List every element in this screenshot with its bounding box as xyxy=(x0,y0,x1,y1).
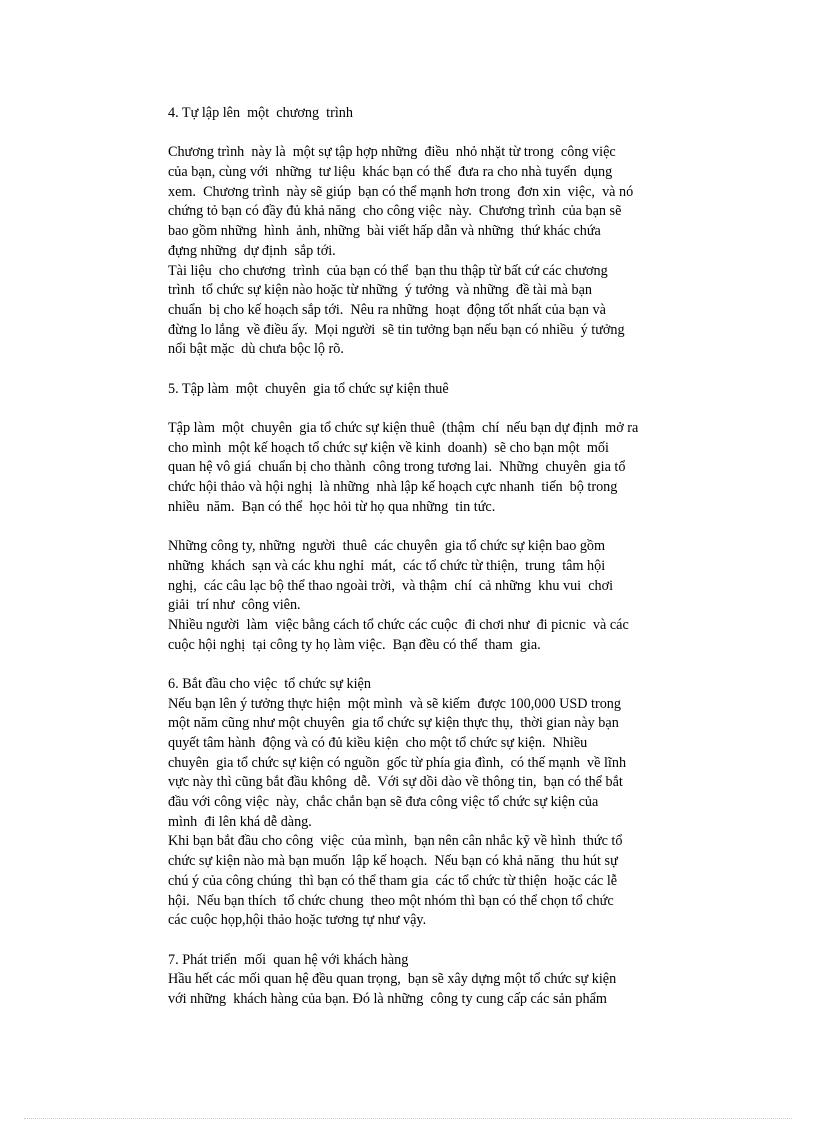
text-line: xem. Chương trình này sẽ giúp bạn có thể mạnh hơn trong đơn xin việc, và nó xyxy=(168,183,634,200)
blank-line xyxy=(168,124,674,144)
text-line: nhiều năm. Bạn có thể học hỏi từ họ qua những tin tức. xyxy=(168,498,496,515)
paragraph xyxy=(168,970,674,1009)
section xyxy=(168,675,674,931)
text-line: chuyên gia tổ chức sự kiện có nguồn gốc từ phía gia đình, có thế mạnh về lĩnh xyxy=(168,754,627,771)
text-line: một năm cũng như một chuyên gia tổ chức sự kiện thực thụ, thời gian này bạn xyxy=(168,715,619,732)
text-line: mình đi lên khá dễ dàng. xyxy=(168,813,312,830)
paragraph xyxy=(168,695,674,931)
text-line: Hầu hết các mối quan hệ đều quan trọng, bạn sẽ xây dựng một tổ chức sự kiện xyxy=(168,971,617,988)
page-bottom-divider xyxy=(24,1118,792,1119)
blank-line xyxy=(168,655,674,675)
blank-line xyxy=(168,517,674,537)
section-heading: 6. Bắt đầu cho việc tổ chức sự kiện xyxy=(168,675,371,692)
text-line: Nhiều người làm việc bằng cách tổ chức các cuộc đi chơi như đi picnic và các xyxy=(168,616,629,633)
text-line: cuộc hội nghị tại công ty họ làm việc. Bạn đều có thể tham gia. xyxy=(168,636,541,653)
section xyxy=(168,380,674,656)
text-line: Chương trình này là một sự tập hợp những điều nhỏ nhặt từ trong công việc xyxy=(168,144,616,161)
text-line: chứng tỏ bạn có đầy đủ khả năng cho công việc này. Chương trình của bạn sẽ xyxy=(168,203,622,220)
blank-line xyxy=(168,360,674,380)
text-line: hội. Nếu bạn thích tổ chức chung theo một nhóm thì bạn có thể chọn tổ chức xyxy=(168,892,614,909)
paragraph xyxy=(168,419,674,517)
paragraph xyxy=(168,143,674,360)
text-line: giải trí như công viên. xyxy=(168,597,301,614)
text-line: bao gồm những hình ảnh, những bài viết hấp dẫn và những thứ khác chứa xyxy=(168,223,601,240)
text-line: những khách sạn và các khu nghỉ mát, các tổ chức từ thiện, trung tâm hội xyxy=(168,557,606,574)
section-heading: 5. Tập làm một chuyên gia tổ chức sự kiện thuê xyxy=(168,380,449,397)
text-line: chức sự kiện nào mà bạn muốn lập kế hoạch. Nếu bạn có khả năng thu hút sự xyxy=(168,853,618,870)
section-heading: 7. Phát triển mối quan hệ với khách hàng xyxy=(168,951,409,968)
paragraph xyxy=(168,537,674,655)
text-line: Tập làm một chuyên gia tổ chức sự kiện thuê (thậm chí nếu bạn dự định mở ra xyxy=(168,420,639,436)
text-line: các cuộc họp,hội thảo hoặc tương tự như vậy. xyxy=(168,912,427,929)
blank-line xyxy=(168,931,674,951)
text-line: chuẩn bị cho kế hoạch sắp tới. Nêu ra những hoạt động tốt nhất của bạn và xyxy=(168,301,606,318)
text-line: chức hội thảo và hội nghị là những nhà lập kế hoạch cực nhanh tiến bộ trong xyxy=(168,479,618,496)
text-line: với những khách hàng của bạn. Đó là những công ty cung cấp các sản phẩm xyxy=(168,990,607,1007)
text-line: của bạn, cùng với những tư liệu khác bạn có thể đưa ra cho nhà tuyển dụng xyxy=(168,164,613,181)
text-line: quyết tâm hành động và có đủ kiều kiện cho một tổ chức sự kiện. Nhiều xyxy=(168,735,588,751)
document-body xyxy=(168,104,674,1010)
section-heading: 4. Tự lập lên một chương trình xyxy=(168,105,353,121)
section xyxy=(168,104,674,360)
text-line: đừng lo lắng về điều ấy. Mọi người sẽ tin tưởng bạn nếu bạn có nhiều ý tưởng xyxy=(168,321,625,338)
text-line: Những công ty, những người thuê các chuyên gia tổ chức sự kiện bao gồm xyxy=(168,538,606,555)
text-line: đầu với công việc này, chắc chắn bạn sẽ đưa công việc tổ chức sự kiện của xyxy=(168,794,599,811)
text-line: nghị, các câu lạc bộ thể thao ngoài trời, và thậm chí cả những khu vui chơi xyxy=(168,577,614,594)
text-line: Khi bạn bắt đầu cho công việc của mình, bạn nên cân nhắc kỹ về hình thức tổ xyxy=(168,833,623,850)
text-line: quan hệ vô giá chuẩn bị cho thành công trong tương lai. Những chuyên gia tổ xyxy=(168,459,626,476)
section xyxy=(168,951,674,1010)
blank-line xyxy=(168,399,674,419)
text-line: Tài liệu cho chương trình của bạn có thể bạn thu thập từ bất cứ các chương xyxy=(168,262,608,279)
text-line: trình tổ chức sự kiện nào hoặc từ những ý tưởng và những đề tài mà bạn xyxy=(168,282,593,299)
text-line: đựng những dự định sắp tới. xyxy=(168,242,336,259)
text-line: nổi bật mặc dù chưa bộc lộ rõ. xyxy=(168,341,344,358)
text-line: Nếu bạn lên ý tưởng thực hiện một mình và sẽ kiếm được 100,000 USD trong xyxy=(168,695,621,712)
text-line: chú ý của công chúng thì bạn có thể tham gia các tổ chức từ thiện hoặc các lễ xyxy=(168,872,618,889)
text-line: vực này thì cũng bắt đầu không dễ. Với sự dồi dào về thông tin, bạn có thể bắt xyxy=(168,774,623,791)
text-line: cho mình một kế hoạch tổ chức sự kiện về kinh doanh) sẽ cho bạn một mối xyxy=(168,439,609,456)
